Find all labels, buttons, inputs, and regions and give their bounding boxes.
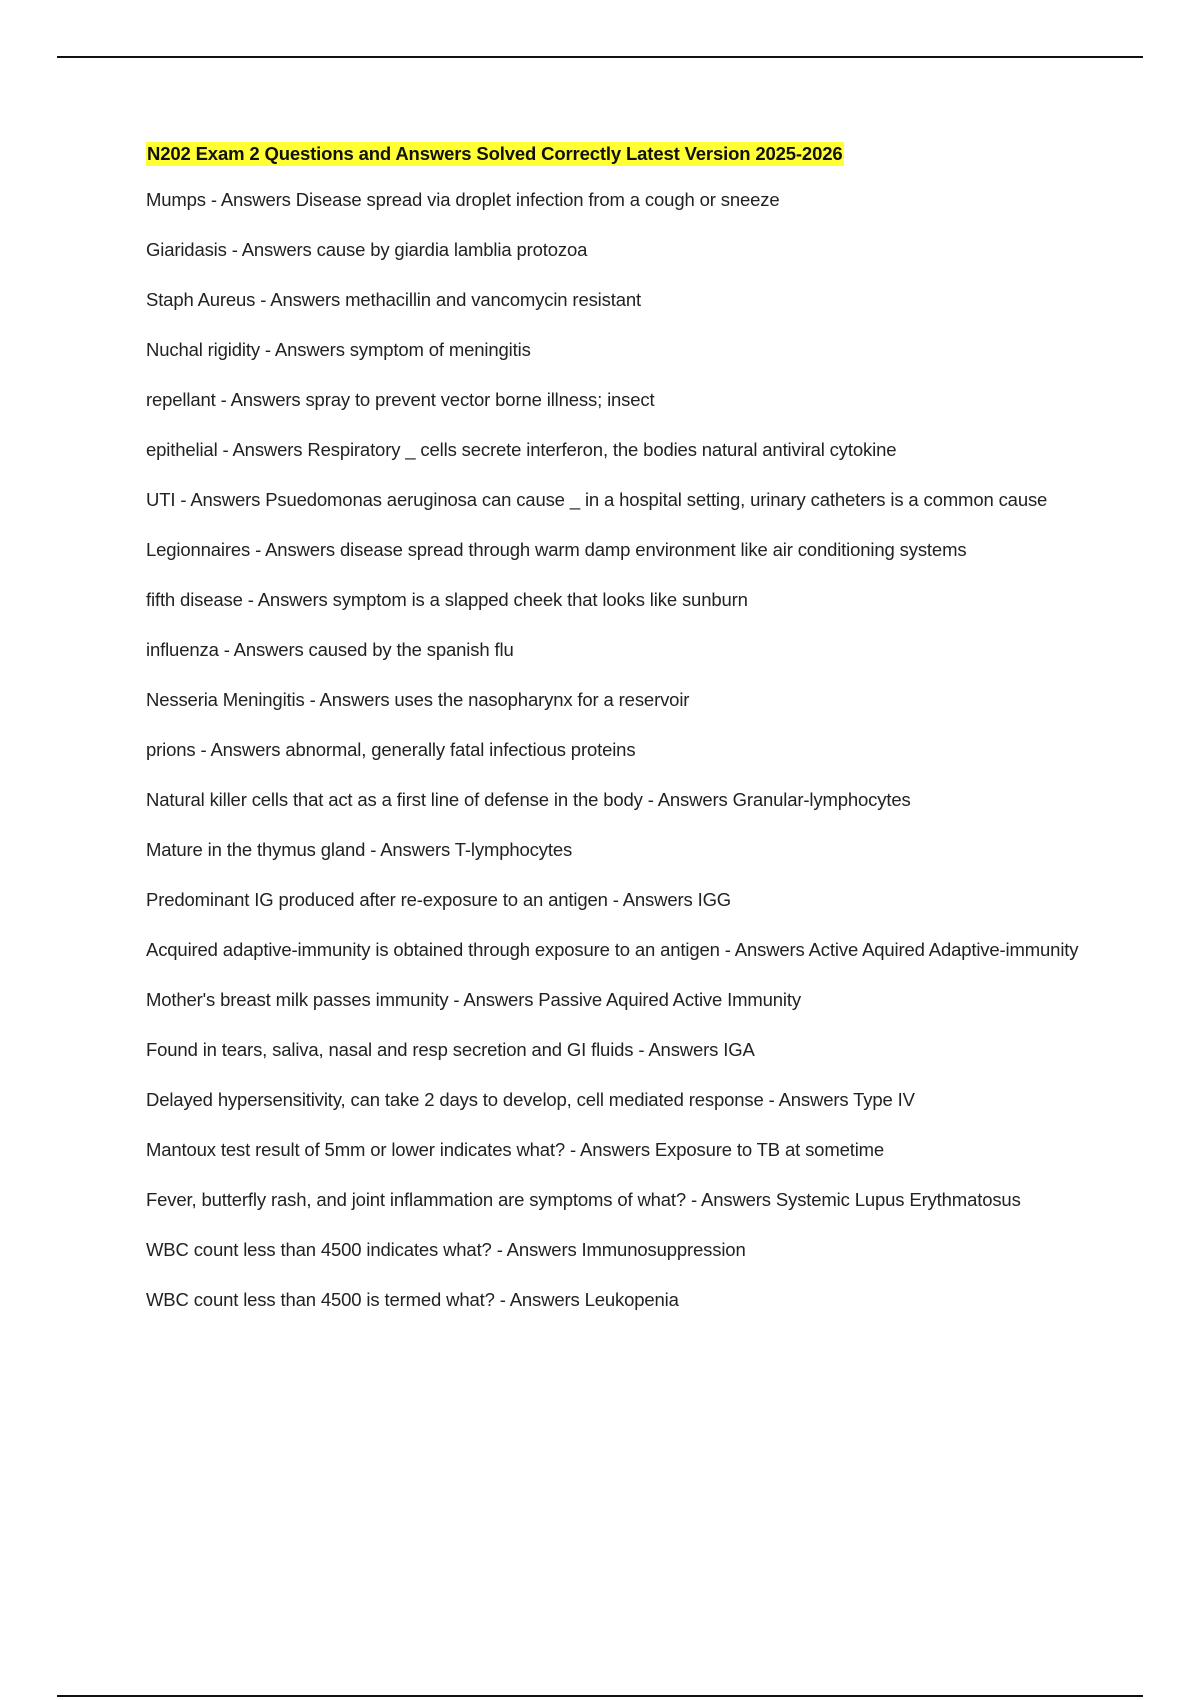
qa-item: epithelial - Answers Respiratory _ cells secrete interferon, the bodies natural antiviral cytokine <box>146 439 897 461</box>
qa-item: Nesseria Meningitis - Answers uses the nasopharynx for a reservoir <box>146 689 690 711</box>
document-title: N202 Exam 2 Questions and Answers Solved Correctly Latest Version 2025-2026 <box>146 142 844 166</box>
qa-item: Legionnaires - Answers disease spread through warm damp environment like air conditioning systems <box>146 539 967 561</box>
qa-item: UTI - Answers Psuedomonas aeruginosa can cause _ in a hospital setting, urinary catheters is a common cause <box>146 489 1048 511</box>
qa-item: Giaridasis - Answers cause by giardia lamblia protozoa <box>146 239 588 261</box>
qa-item: Mumps - Answers Disease spread via droplet infection from a cough or sneeze <box>146 189 780 211</box>
qa-item: WBC count less than 4500 indicates what? - Answers Immunosuppression <box>146 1239 746 1261</box>
qa-item: Acquired adaptive-immunity is obtained through exposure to an antigen - Answers Active Aquired Adaptive-immunity <box>146 939 1079 961</box>
qa-item: Mantoux test result of 5mm or lower indicates what? - Answers Exposure to TB at sometime <box>146 1139 885 1161</box>
document-body <box>146 142 1091 1334</box>
qa-item: Fever, butterfly rash, and joint inflammation are symptoms of what? - Answers Systemic Lupus Erythmatosus <box>146 1189 1021 1211</box>
page-top-rule <box>57 56 1143 58</box>
qa-item: influenza - Answers caused by the spanish flu <box>146 639 514 661</box>
qa-item: Natural killer cells that act as a first line of defense in the body - Answers Granular-lymphocytes <box>146 789 911 811</box>
qa-item: Mature in the thymus gland - Answers T-lymphocytes <box>146 839 573 861</box>
qa-item: Delayed hypersensitivity, can take 2 days to develop, cell mediated response - Answers Type IV <box>146 1089 915 1111</box>
page-bottom-rule <box>57 1695 1143 1697</box>
qa-item: Staph Aureus - Answers methacillin and vancomycin resistant <box>146 289 642 311</box>
qa-list <box>146 184 1091 1316</box>
qa-item: Nuchal rigidity - Answers symptom of meningitis <box>146 339 531 361</box>
qa-item: WBC count less than 4500 is termed what? - Answers Leukopenia <box>146 1289 679 1311</box>
qa-item: fifth disease - Answers symptom is a slapped cheek that looks like sunburn <box>146 589 748 611</box>
qa-item: prions - Answers abnormal, generally fatal infectious proteins <box>146 739 636 761</box>
qa-item: Predominant IG produced after re-exposure to an antigen - Answers IGG <box>146 889 732 911</box>
qa-item: repellant - Answers spray to prevent vector borne illness; insect <box>146 389 655 411</box>
qa-item: Found in tears, saliva, nasal and resp secretion and GI fluids - Answers IGA <box>146 1039 755 1061</box>
qa-item: Mother's breast milk passes immunity - Answers Passive Aquired Active Immunity <box>146 989 801 1011</box>
